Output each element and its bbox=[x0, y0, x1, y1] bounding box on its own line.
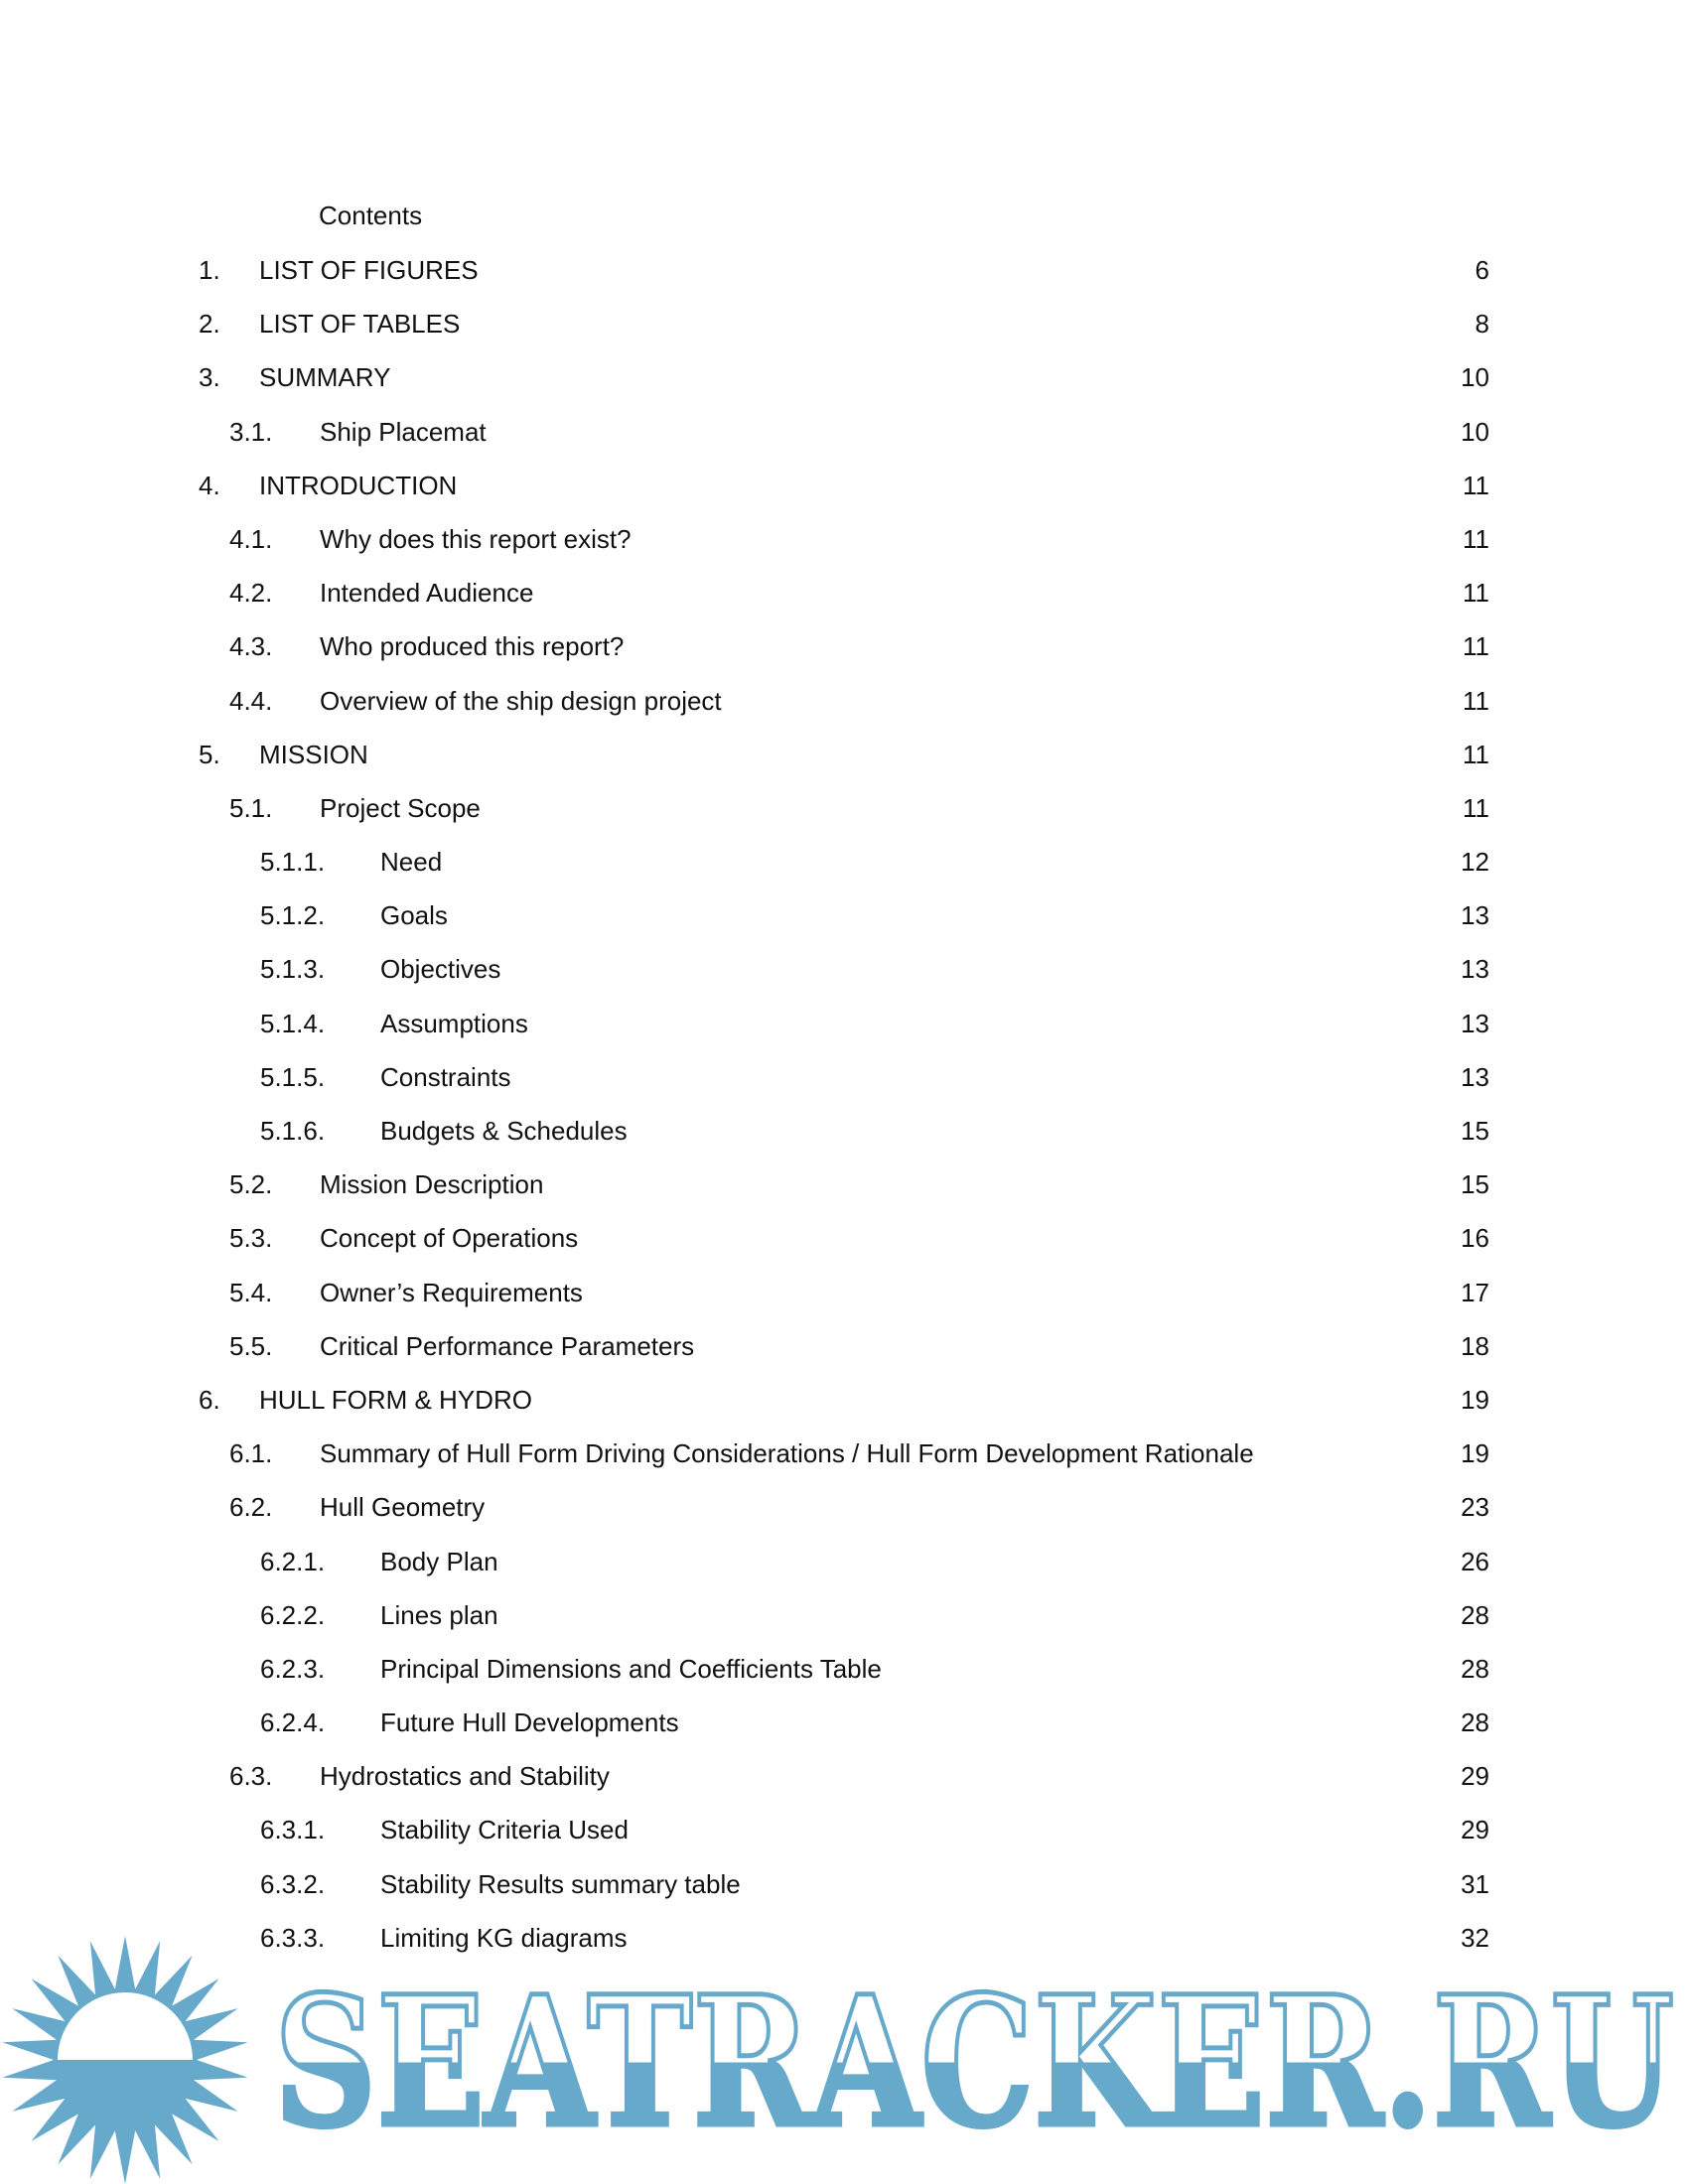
entry-number: 4.3. bbox=[229, 631, 273, 662]
entry-page: 28 bbox=[1461, 1599, 1489, 1630]
entry-title: Intended Audience bbox=[320, 578, 534, 609]
entry-title: Who produced this report? bbox=[320, 631, 625, 662]
entry-title: LIST OF TABLES bbox=[259, 309, 461, 340]
entry-title: Stability Results summary table bbox=[380, 1868, 741, 1899]
entry-number: 6.2.1. bbox=[260, 1546, 326, 1576]
entry-number: 5.2. bbox=[229, 1169, 273, 1200]
entry-title: Lines plan bbox=[380, 1599, 498, 1630]
entry-page: 17 bbox=[1461, 1277, 1489, 1307]
entry-page: 29 bbox=[1461, 1815, 1489, 1845]
entry-page: 13 bbox=[1461, 954, 1489, 985]
toc-entry[interactable] bbox=[0, 888, 1688, 942]
toc-entry[interactable] bbox=[0, 1857, 1688, 1911]
toc-entry[interactable] bbox=[0, 619, 1688, 673]
entry-page: 11 bbox=[1463, 470, 1489, 500]
toc-entry[interactable] bbox=[0, 942, 1688, 996]
entry-number: 5.1.1. bbox=[260, 847, 326, 878]
entry-number: 3.1. bbox=[229, 416, 273, 447]
entry-title: Principal Dimensions and Coefficients Table bbox=[380, 1653, 882, 1684]
entry-title: Project Scope bbox=[320, 792, 481, 823]
entry-title: LIST OF FIGURES bbox=[259, 255, 479, 285]
entry-title: Objectives bbox=[380, 954, 501, 985]
entry-title: HULL FORM & HYDRO bbox=[259, 1384, 532, 1415]
entry-number: 5.3. bbox=[229, 1223, 273, 1254]
entry-title: Owner’s Requirements bbox=[320, 1277, 583, 1307]
toc-entry[interactable] bbox=[0, 1696, 1688, 1749]
entry-title: INTRODUCTION bbox=[259, 470, 458, 500]
entry-number: 6.1. bbox=[229, 1438, 273, 1469]
entry-page: 11 bbox=[1463, 578, 1489, 609]
entry-page: 10 bbox=[1461, 416, 1489, 447]
toc-entry[interactable] bbox=[0, 1535, 1688, 1588]
entry-title: Constraints bbox=[380, 1061, 511, 1092]
table-of-contents bbox=[0, 243, 1688, 1965]
toc-entry[interactable] bbox=[0, 1211, 1688, 1265]
entry-title: Critical Performance Parameters bbox=[320, 1330, 695, 1361]
entry-number: 6.3.3. bbox=[260, 1922, 326, 1953]
entry-number: 4.2. bbox=[229, 578, 273, 609]
entry-number: 6.3.2. bbox=[260, 1868, 326, 1899]
entry-title: Overview of the ship design project bbox=[320, 685, 722, 716]
entry-page: 28 bbox=[1461, 1707, 1489, 1738]
entry-page: 29 bbox=[1461, 1761, 1489, 1792]
entry-number: 5.1.6. bbox=[260, 1116, 326, 1146]
entry-page: 26 bbox=[1461, 1546, 1489, 1576]
entry-title: Why does this report exist? bbox=[320, 523, 632, 554]
entry-page: 11 bbox=[1463, 685, 1489, 716]
entry-title: Assumptions bbox=[380, 1008, 528, 1038]
entry-page: 28 bbox=[1461, 1653, 1489, 1684]
toc-entry[interactable] bbox=[0, 1803, 1688, 1856]
toc-entry[interactable] bbox=[0, 1373, 1688, 1427]
toc-entry[interactable] bbox=[0, 835, 1688, 888]
toc-entry[interactable] bbox=[0, 566, 1688, 619]
entry-number: 5.1.4. bbox=[260, 1008, 326, 1038]
entry-page: 19 bbox=[1461, 1438, 1489, 1469]
entry-page: 11 bbox=[1463, 523, 1489, 554]
entry-number: 1. bbox=[199, 255, 220, 285]
entry-page: 15 bbox=[1461, 1169, 1489, 1200]
toc-entry[interactable] bbox=[0, 674, 1688, 728]
toc-entry[interactable] bbox=[0, 1266, 1688, 1319]
entry-number: 3. bbox=[199, 362, 220, 393]
entry-number: 5.1. bbox=[229, 792, 273, 823]
toc-entry[interactable] bbox=[0, 297, 1688, 350]
entry-title: Ship Placemat bbox=[320, 416, 487, 447]
entry-page: 19 bbox=[1461, 1384, 1489, 1415]
toc-entry[interactable] bbox=[0, 350, 1688, 404]
entry-number: 5.1.2. bbox=[260, 900, 326, 931]
entry-page: 6 bbox=[1475, 255, 1489, 285]
entry-number: 4. bbox=[199, 470, 220, 500]
toc-entry[interactable] bbox=[0, 1749, 1688, 1803]
entry-page: 31 bbox=[1461, 1868, 1489, 1899]
entry-title: SUMMARY bbox=[259, 362, 391, 393]
toc-entry[interactable] bbox=[0, 1319, 1688, 1373]
toc-entry[interactable] bbox=[0, 243, 1688, 297]
entry-number: 4.4. bbox=[229, 685, 273, 716]
entry-page: 23 bbox=[1461, 1492, 1489, 1523]
entry-number: 6.2.2. bbox=[260, 1599, 326, 1630]
entry-page: 32 bbox=[1461, 1922, 1489, 1953]
entry-title: MISSION bbox=[259, 739, 368, 769]
toc-entry[interactable] bbox=[0, 1480, 1688, 1534]
entry-number: 6.2.3. bbox=[260, 1653, 326, 1684]
entry-page: 10 bbox=[1461, 362, 1489, 393]
toc-entry[interactable] bbox=[0, 1050, 1688, 1104]
entry-page: 18 bbox=[1461, 1330, 1489, 1361]
toc-entry[interactable] bbox=[0, 1588, 1688, 1642]
entry-title: Hull Geometry bbox=[320, 1492, 486, 1523]
entry-title: Hydrostatics and Stability bbox=[320, 1761, 610, 1792]
entry-number: 2. bbox=[199, 309, 220, 340]
entry-number: 6.3.1. bbox=[260, 1815, 326, 1845]
entry-title: Need bbox=[380, 847, 443, 878]
entry-page: 11 bbox=[1463, 792, 1489, 823]
entry-page: 13 bbox=[1461, 1061, 1489, 1092]
entry-title: Budgets & Schedules bbox=[380, 1116, 628, 1146]
watermark-text: SEATRACKER.RU bbox=[274, 1958, 1674, 2167]
toc-entry[interactable] bbox=[0, 1158, 1688, 1211]
toc-entry[interactable] bbox=[0, 997, 1688, 1050]
toc-entry[interactable] bbox=[0, 728, 1688, 781]
entry-number: 5. bbox=[199, 739, 220, 769]
entry-number: 4.1. bbox=[229, 523, 273, 554]
entry-page: 15 bbox=[1461, 1116, 1489, 1146]
entry-title: Concept of Operations bbox=[320, 1223, 579, 1254]
entry-page: 13 bbox=[1461, 900, 1489, 931]
entry-page: 8 bbox=[1475, 309, 1489, 340]
entry-page: 12 bbox=[1461, 847, 1489, 878]
entry-number: 5.4. bbox=[229, 1277, 273, 1307]
seatracker-watermark bbox=[0, 1926, 1688, 2184]
entry-page: 11 bbox=[1463, 631, 1489, 662]
toc-entry[interactable] bbox=[0, 512, 1688, 566]
entry-number: 5.1.5. bbox=[260, 1061, 326, 1092]
toc-title: Contents bbox=[319, 201, 423, 230]
entry-title: Goals bbox=[380, 900, 448, 931]
entry-title: Limiting KG diagrams bbox=[380, 1922, 628, 1953]
entry-page: 13 bbox=[1461, 1008, 1489, 1038]
entry-title: Mission Description bbox=[320, 1169, 544, 1200]
entry-title: Summary of Hull Form Driving Considerations / Hull Form Development Rationale bbox=[320, 1438, 1254, 1469]
entry-number: 6.2. bbox=[229, 1492, 273, 1523]
toc-entry[interactable] bbox=[0, 405, 1688, 459]
entry-number: 6.2.4. bbox=[260, 1707, 326, 1738]
toc-entry[interactable] bbox=[0, 1427, 1688, 1480]
entry-number: 5.1.3. bbox=[260, 954, 326, 985]
toc-entry[interactable] bbox=[0, 781, 1688, 835]
entry-number: 5.5. bbox=[229, 1330, 273, 1361]
entry-page: 16 bbox=[1461, 1223, 1489, 1254]
toc-entry[interactable] bbox=[0, 1642, 1688, 1696]
sun-logo-icon bbox=[2, 1936, 247, 2184]
entry-title: Future Hull Developments bbox=[380, 1707, 679, 1738]
entry-title: Body Plan bbox=[380, 1546, 498, 1576]
entry-number: 6.3. bbox=[229, 1761, 273, 1792]
toc-entry[interactable] bbox=[0, 459, 1688, 512]
entry-number: 6. bbox=[199, 1384, 220, 1415]
entry-page: 11 bbox=[1463, 739, 1489, 769]
toc-entry[interactable] bbox=[0, 1104, 1688, 1158]
entry-title: Stability Criteria Used bbox=[380, 1815, 629, 1845]
